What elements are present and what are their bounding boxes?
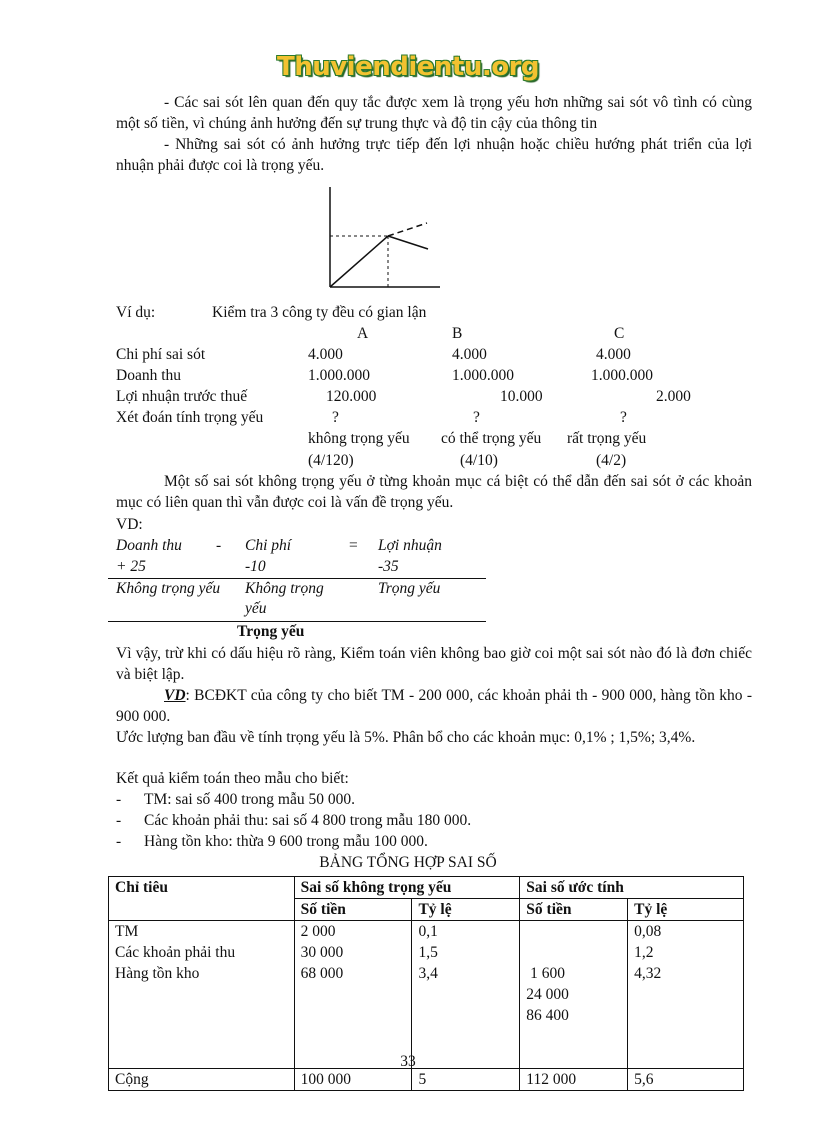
total-r2: 5,6 (628, 1069, 744, 1091)
r1-cell: 0,1 1,5 3,4 (412, 921, 520, 1069)
header-group1: Sai số không trọng yếu (294, 877, 520, 899)
mini-header-profit: Lợi nhuận (378, 537, 442, 554)
page-number: 33 (400, 1053, 416, 1070)
total-r1: 5 (412, 1069, 520, 1091)
row-label: Chi phí sai sót (116, 346, 206, 363)
vd-label: VD: (116, 516, 143, 533)
header-group2: Sai số ước tính (520, 877, 744, 899)
row-label: Lợi nhuận trước thuế (116, 388, 248, 405)
table-row (109, 921, 744, 1069)
row-label: Doanh thu (116, 367, 182, 384)
company-c: C (614, 325, 625, 342)
amt2-cell: 1 600 24 000 86 400 (520, 921, 628, 1069)
paragraph-6: Kết quả kiểm toán theo mẫu cho biết: (116, 770, 349, 787)
row-value: 2.000 (656, 388, 691, 405)
paragraph-4: Vì vậy, trừ khi có dấu hiệu rõ ràng, Kiểm toán viên không bao giờ coi một sai sót nào đó là đơn chiếc và biệt lập. (116, 645, 752, 683)
company-b: B (452, 325, 463, 342)
site-logo: Thuviendientu.org (276, 52, 540, 82)
row-value: ? (473, 409, 480, 426)
mini-value-profit: -35 (378, 558, 399, 575)
paragraph-1: - Các sai sót lên quan đến quy tắc được xem là trọng yếu hơn những sai sót vô tình có cùng một số tiền, vì chúng ảnh hưởng đến sự trung thực và độ tin cậy của thông tin (116, 94, 752, 132)
row-value: 10.000 (500, 388, 543, 405)
expected-trend-line (388, 223, 427, 236)
actual-trend-line (388, 236, 428, 249)
row-value: 4.000 (308, 346, 343, 363)
trend-line (330, 236, 388, 287)
row-value: 1.000.000 (591, 367, 653, 384)
total-amt1: 100 000 (294, 1069, 412, 1091)
row-label: Xét đoán tính trọng yếu (116, 409, 264, 426)
mini-value-revenue: + 25 (116, 558, 146, 575)
vd2-label: VD (164, 687, 186, 704)
header-amount: Số tiền (294, 899, 412, 921)
paragraph-2: - Những sai sót có ảnh hưởng trực tiếp đến lợi nhuận hoặc chiều hướng phát triển của lợi nhuận phải được coi là trọng yếu. (116, 136, 752, 174)
ratio-b: (4/10) (460, 452, 498, 469)
row-value: 1.000.000 (308, 367, 370, 384)
header-ratio: Tỷ lệ (628, 899, 744, 921)
example-label: Ví dụ: (116, 304, 156, 321)
row-value: ? (620, 409, 627, 426)
judgment-c: rất trọng yếu (567, 430, 647, 447)
header-item: Chỉ tiêu (109, 877, 295, 921)
summary-title: BẢNG TỔNG HỢP SAI SỐ (319, 854, 497, 871)
ratio-a: (4/120) (308, 452, 354, 469)
mini-assessment-cost: Không trọng yếu (245, 580, 324, 617)
header-ratio: Tỷ lệ (412, 899, 520, 921)
judgment-b: có thể trọng yếu (441, 430, 542, 447)
example-intro: Kiểm tra 3 công ty đều có gian lận (212, 304, 427, 321)
paragraph-3: Một số sai sót không trọng yếu ở từng khoản mục cá biệt có thể dẫn đến sai sót ở các khoản mục có liên quan thì vẫn được coi là vấn đề trọng yếu. (116, 473, 752, 511)
list-item: - Hàng tồn kho: thừa 9 600 trong mẫu 100 000. (116, 833, 428, 850)
mini-conclusion: Trọng yếu (237, 623, 305, 640)
r2-cell: 0,08 1,2 4,32 (628, 921, 744, 1069)
mini-header-cost: Chi phí (245, 537, 292, 554)
row-value: 4.000 (596, 346, 631, 363)
mini-assessment-revenue: Không trọng yếu (116, 580, 221, 597)
judgment-a: không trọng yếu (308, 430, 410, 447)
paragraph-5: Ước lượng ban đầu về tính trọng yếu là 5%. Phân bổ cho các khoản mục: 0,1% ; 1,5%; 3,4%. (116, 729, 696, 746)
row-value: ? (332, 409, 339, 426)
amt1-cell: 2 000 30 000 68 000 (294, 921, 412, 1069)
row-value: 4.000 (452, 346, 487, 363)
items-cell: TM Các khoản phải thu Hàng tồn kho (109, 921, 295, 1069)
list-item: - TM: sai số 400 trong mẫu 50 000. (116, 791, 355, 808)
mini-assessment-profit: Trọng yếu (378, 580, 441, 597)
paragraph-vd2 (116, 685, 752, 727)
row-value: 120.000 (326, 388, 377, 405)
profit-trend-diagram (300, 182, 460, 292)
row-value: 1.000.000 (452, 367, 514, 384)
total-amt2: 112 000 (520, 1069, 628, 1091)
company-a: A (357, 325, 369, 342)
mini-header-equals: = (348, 537, 359, 554)
mini-value-cost: -10 (245, 558, 266, 575)
vd2-text: : BCĐKT của công ty cho biết TM - 200 000, các khoản phải th - 900 000, hàng tồn kho - 900 000. (116, 687, 752, 725)
total-item: Cộng (109, 1069, 295, 1091)
mini-header-revenue: Doanh thu (116, 537, 182, 554)
ratio-c: (4/2) (596, 452, 627, 469)
mini-header-minus: - (216, 537, 222, 554)
header-amount: Số tiền (520, 899, 628, 921)
list-item: - Các khoản phải thu: sai số 4 800 trong mẫu 180 000. (116, 812, 472, 829)
